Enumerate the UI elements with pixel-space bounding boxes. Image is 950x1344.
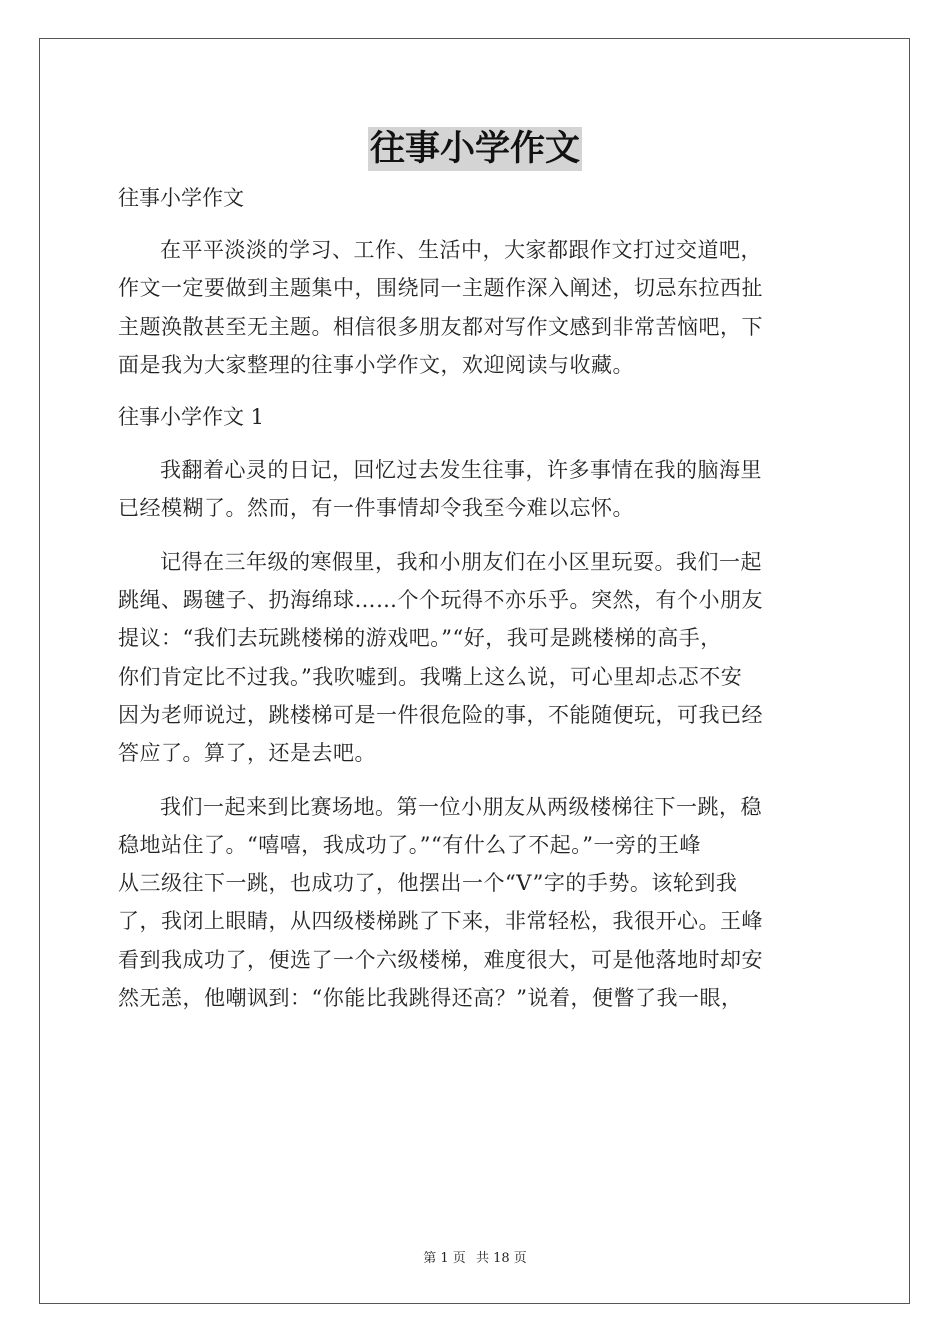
text-line: 因为老师说过，跳楼梯可是一件很危险的事，不能随便玩，可我已经: [118, 702, 763, 727]
paragraph-1: [118, 451, 833, 528]
text-line: 记得在三年级的寒假里，我和小朋友们在小区里玩耍。我们一起: [160, 549, 762, 574]
page-footer: [0, 1247, 950, 1266]
text-line: 了，我闭上眼睛，从四级楼梯跳了下来，非常轻松，我很开心。王峰: [118, 909, 763, 934]
page-total: 共 18 页: [475, 1251, 527, 1266]
title-area: [0, 127, 950, 171]
paragraph-2: [118, 543, 833, 773]
text-line: 作文一定要做到主题集中，围绕同一主题作深入阐述，切忌东拉西扯: [118, 276, 763, 301]
page-number: 第 1 页: [423, 1251, 466, 1266]
text-line: 你们肯定比不过我。”我吹嘘到。我嘴上这么说，可心里却忐忑不安: [118, 664, 743, 689]
text-line: 跳绳、踢毽子、扔海绵球……个个玩得不亦乐乎。突然，有个小朋友: [118, 588, 763, 613]
document-title: 往事小学作文: [369, 128, 580, 169]
text-line: 面是我为大家整理的往事小学作文，欢迎阅读与收藏。: [118, 352, 634, 377]
subtitle: 往事小学作文: [118, 186, 244, 210]
text-line: 答应了。算了，还是去吧。: [118, 741, 376, 766]
text-line: 已经模糊了。然而，有一件事情却令我至今难以忘怀。: [118, 496, 634, 521]
text-line: 我们一起来到比赛场地。第一位小朋友从两级楼梯往下一跳，稳: [160, 794, 762, 819]
text-line: 看到我成功了，便选了一个六级楼梯，难度很大，可是他落地时却安: [118, 947, 763, 972]
section-heading: 往事小学作文 1: [118, 405, 265, 430]
text-line: 从三级往下一跳，也成功了，他摆出一个“V”字的手势。该轮到我: [118, 871, 738, 896]
text-line: 然无恙，他嘲讽到：“你能比我跳得还高？”说着，便瞥了我一眼，: [118, 986, 743, 1011]
text-line: 稳地站住了。“嘻嘻，我成功了。”“有什么了不起。”一旁的王峰: [118, 832, 701, 857]
intro-paragraph: [118, 231, 833, 384]
text-line: 提议：“我们去玩跳楼梯的游戏吧。”“好，我可是跳楼梯的高手，: [118, 626, 722, 651]
text-line: 主题涣散甚至无主题。相信很多朋友都对写作文感到非常苦恼吧，下: [118, 314, 763, 339]
paragraph-3: [118, 788, 833, 1018]
document-body: [118, 179, 833, 1017]
text-line: 在平平淡淡的学习、工作、生活中，大家都跟作文打过交道吧，: [160, 238, 762, 262]
text-line: 我翻着心灵的日记，回忆过去发生往事，许多事情在我的脑海里: [160, 458, 762, 483]
